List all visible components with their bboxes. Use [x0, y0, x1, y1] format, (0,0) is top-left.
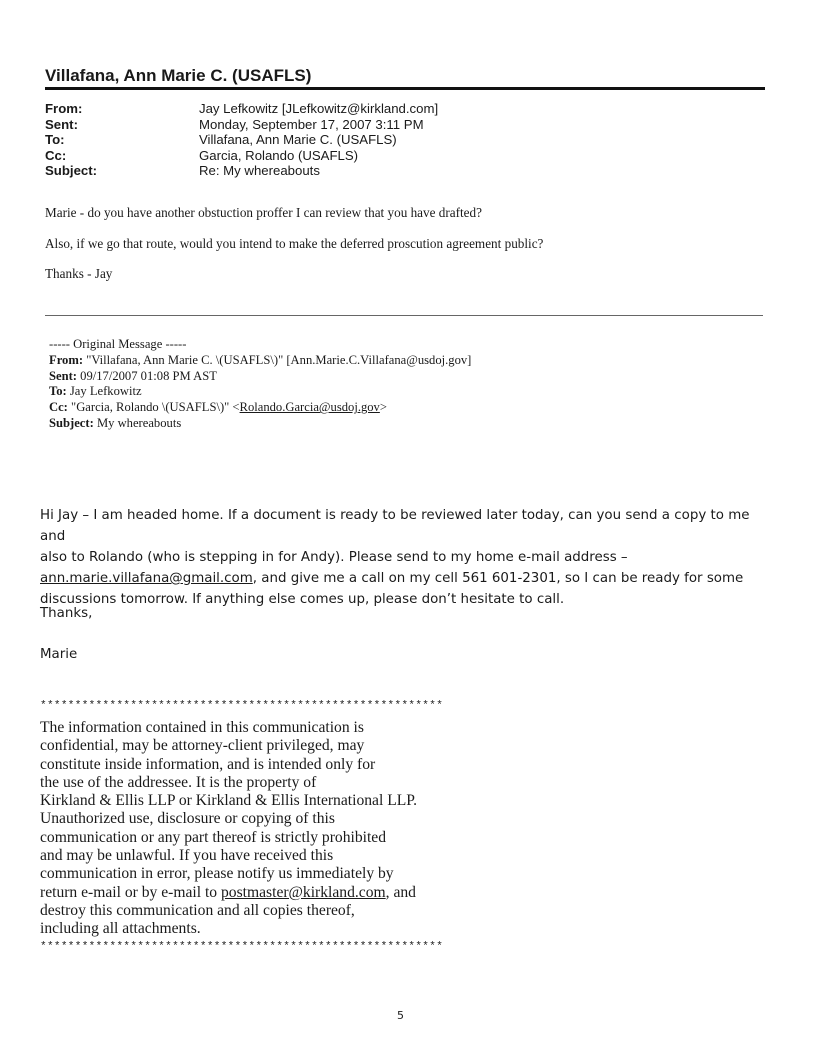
postmaster-email-link[interactable]: postmaster@kirkland.com — [221, 883, 386, 901]
section-divider — [45, 315, 763, 316]
original-subject — [49, 416, 471, 432]
header-row-to — [45, 132, 765, 148]
header-label: To: — [45, 132, 65, 148]
disclaimer-line-prefix: return e-mail or by e-mail to — [40, 883, 221, 901]
disclaimer-stars-top: ********************************************************** — [40, 700, 444, 712]
header-value: Garcia, Rolando (USAFLS) — [199, 147, 359, 163]
original-subject-label: Subject: — [49, 415, 94, 430]
disclaimer-line: communication in error, please notify us immediately by — [40, 865, 394, 883]
disclaimer-line-postmaster — [40, 884, 460, 902]
disclaimer-line: communication or any part thereof is strictly prohibited — [40, 828, 387, 846]
header-row-subject — [45, 163, 765, 179]
message-line-2: also to Rolando (who is stepping in for Andy). Please send to my home e-mail address – — [40, 550, 628, 565]
original-sent-label: Sent: — [49, 368, 77, 383]
reply-signoff: Thanks - Jay — [45, 266, 113, 281]
disclaimer-line: confidential, may be attorney-client privileged, may — [40, 737, 365, 755]
message-line-4: discussions tomorrow. If anything else comes up, please don’t hesitate to call. — [40, 592, 565, 607]
title-rule — [45, 87, 765, 90]
header-row-sent — [45, 117, 765, 133]
original-message-header — [49, 337, 471, 432]
email-title: Villafana, Ann Marie C. (USAFLS) — [45, 66, 312, 85]
disclaimer-line: constitute inside information, and is intended only for — [40, 755, 376, 773]
original-cc-label: Cc: — [49, 400, 68, 415]
disclaimer-line: Unauthorized use, disclosure or copying of this — [40, 810, 335, 828]
header-label: From: — [45, 101, 83, 116]
header-row-cc — [45, 148, 765, 164]
page-number: 5 — [397, 1009, 404, 1022]
message-thanks: Thanks, — [40, 606, 93, 621]
original-from-value: "Villafana, Ann Marie C. \(USAFLS\)" [Ann.Marie.C.Villafana@usdoj.gov] — [86, 352, 472, 367]
header-label: Cc: — [45, 147, 67, 163]
reply-line-1: Marie - do you have another obstuction proffer I can review that you have drafted? — [45, 205, 482, 220]
original-subject-value: My whereabouts — [96, 415, 182, 430]
disclaimer-line: destroy this communication and all copies thereof, — [40, 901, 355, 919]
disclaimer-line: Kirkland & Ellis LLP or Kirkland & Ellis International LLP. — [40, 792, 418, 810]
message-body — [40, 505, 775, 610]
message-line-1: Hi Jay – I am headed home. If a document is ready to be reviewed later today, can you send a copy to me and — [40, 508, 750, 544]
original-to-value: Jay Lefkowitz — [69, 384, 142, 399]
header-value: Jay Lefkowitz [JLefkowitz@kirkland.com] — [199, 101, 439, 116]
message-signature: Marie — [40, 647, 78, 662]
header-label: Sent: — [45, 116, 78, 132]
header-value: Re: My whereabouts — [199, 163, 320, 179]
disclaimer-line: the use of the addressee. It is the property of — [40, 773, 317, 791]
original-message-marker: ----- Original Message ----- — [49, 337, 187, 351]
original-sent — [49, 369, 471, 385]
email-header-fields — [45, 101, 765, 179]
header-value: Villafana, Ann Marie C. (USAFLS) — [199, 132, 397, 148]
header-row-from — [45, 101, 765, 117]
original-to-label: To: — [49, 384, 67, 399]
original-sent-value: 09/17/2007 01:08 PM AST — [80, 368, 217, 383]
original-cc-suffix: > — [379, 400, 387, 415]
original-cc-prefix: "Garcia, Rolando \(USAFLS\)" < — [71, 400, 240, 415]
original-from — [49, 353, 471, 369]
home-email-link[interactable]: ann.marie.villafana@gmail.com — [40, 571, 253, 586]
original-cc — [49, 400, 471, 416]
message-line-3 — [40, 568, 775, 589]
header-label: Subject: — [45, 163, 98, 179]
reply-line-2: Also, if we go that route, would you intend to make the deferred proscution agreement public? — [45, 236, 544, 251]
disclaimer-line: The information contained in this communication is — [40, 719, 364, 736]
confidentiality-disclaimer — [40, 719, 460, 939]
message-line-3-rest: , and give me a call on my cell 561 601-2301, so I can be ready for some — [252, 571, 744, 586]
disclaimer-stars-bottom: ********************************************************** — [40, 941, 444, 953]
disclaimer-line-suffix: , and — [385, 883, 416, 901]
original-from-label: From: — [49, 352, 84, 367]
disclaimer-line: and may be unlawful. If you have received this — [40, 847, 334, 865]
original-to — [49, 384, 471, 400]
header-value: Monday, September 17, 2007 3:11 PM — [199, 116, 424, 132]
disclaimer-line: including all attachments. — [40, 920, 201, 938]
cc-email-link[interactable]: Rolando.Garcia@usdoj.gov — [239, 400, 380, 415]
